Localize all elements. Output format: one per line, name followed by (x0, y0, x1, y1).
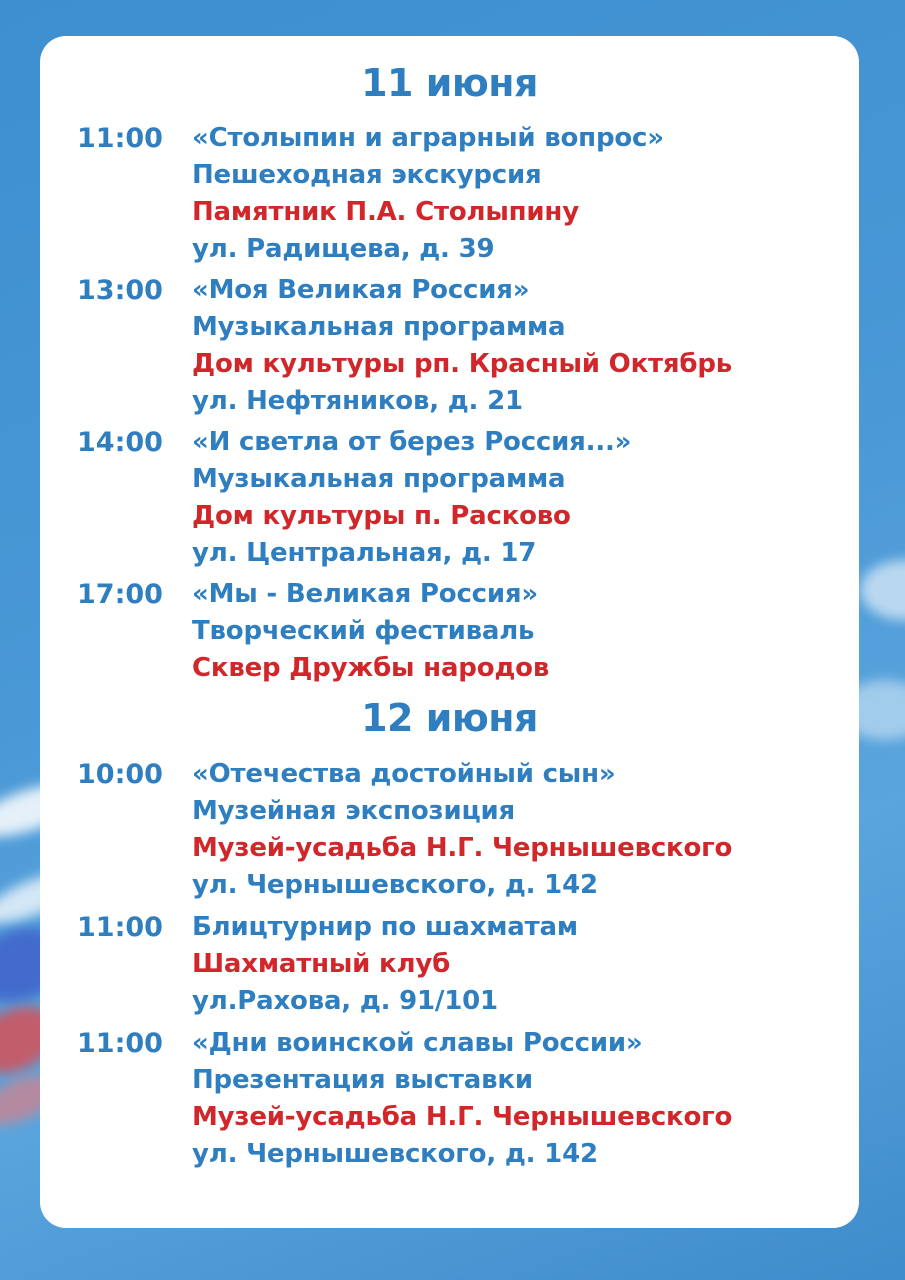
event-time: 10:00 (77, 759, 163, 790)
event-place: Музей-усадьба Н.Г. Чернышевского (192, 833, 733, 863)
event-time: 13:00 (77, 275, 163, 306)
event-title: «Мы - Великая Россия» (192, 579, 538, 609)
event-place: Музей-усадьба Н.Г. Чернышевского (192, 1102, 733, 1132)
event-address: ул. Радищева, д. 39 (192, 234, 495, 264)
event-address: ул. Чернышевского, д. 142 (192, 870, 598, 900)
event-type: Музыкальная программа (192, 464, 566, 494)
event-title: «Дни воинской славы России» (192, 1028, 643, 1058)
event-time: 17:00 (77, 579, 163, 610)
event-title: «Моя Великая Россия» (192, 275, 530, 305)
event-place: Дом культуры п. Расково (192, 501, 571, 531)
event-place: Памятник П.А. Столыпину (192, 197, 579, 227)
event-title: «Отечества достойный сын» (192, 759, 616, 789)
event-title: «Столыпин и аграрный вопрос» (192, 123, 664, 153)
event-address: ул. Чернышевского, д. 142 (192, 1139, 598, 1169)
event-type: Творческий фестиваль (192, 616, 535, 646)
event-time: 14:00 (77, 427, 163, 458)
event-type: Музыкальная программа (192, 312, 566, 342)
event-type: Пешеходная экскурсия (192, 160, 542, 190)
schedule-card (40, 36, 859, 1228)
event-address: ул. Центральная, д. 17 (192, 538, 537, 568)
event-title: Блицтурнир по шахматам (192, 912, 578, 942)
event-address: ул. Нефтяников, д. 21 (192, 386, 523, 416)
event-place: Сквер Дружбы народов (192, 653, 550, 683)
event-type: Презентация выставки (192, 1065, 533, 1095)
event-type: Музейная экспозиция (192, 796, 516, 826)
event-place: Дом культуры рп. Красный Октябрь (192, 349, 732, 379)
event-address: ул.Рахова, д. 91/101 (192, 986, 498, 1016)
event-title: «И светла от берез Россия...» (192, 427, 632, 457)
event-time: 11:00 (77, 1028, 163, 1059)
day-title: 11 июня (361, 61, 538, 105)
day-title: 12 июня (361, 696, 538, 740)
event-place: Шахматный клуб (192, 949, 451, 979)
event-time: 11:00 (77, 123, 163, 154)
event-time: 11:00 (77, 912, 163, 943)
smoke-white (860, 560, 905, 620)
